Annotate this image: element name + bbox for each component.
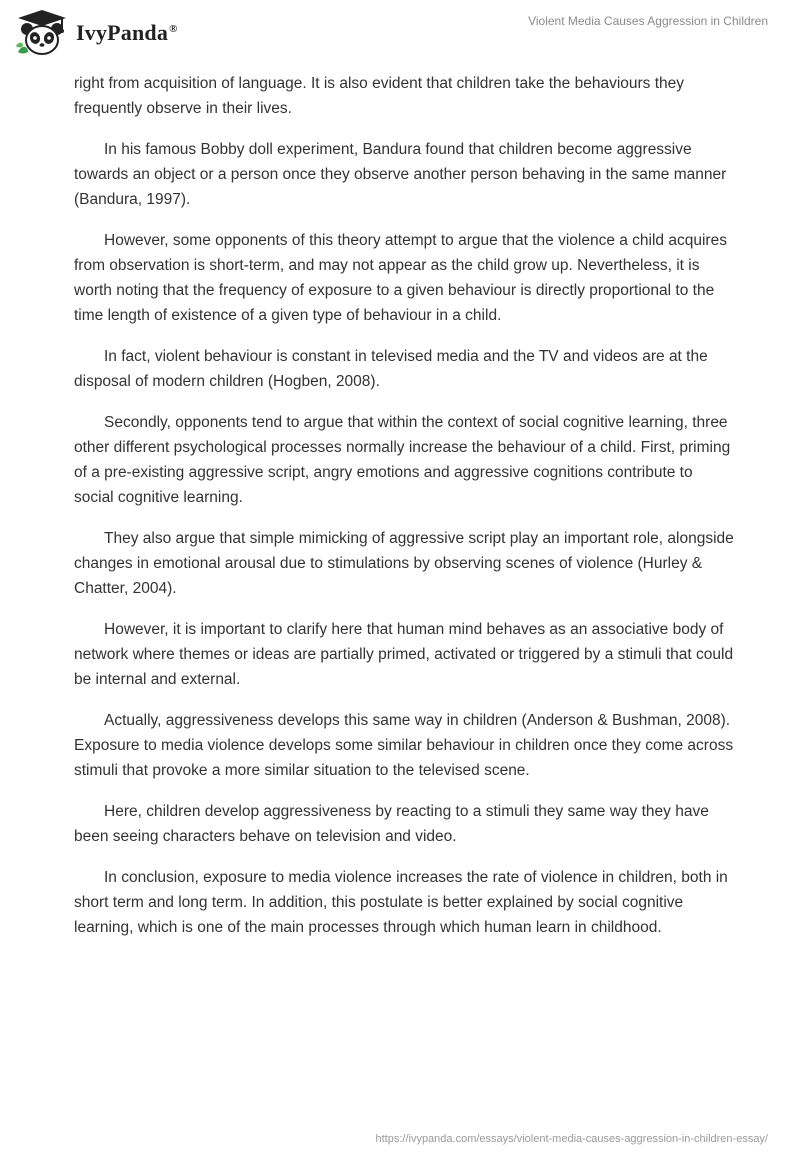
paragraph: They also argue that simple mimicking of aggressive script play an important role, alongside changes in emotional arousal due to stimulations by observing scenes of violence (Hurley & Chatter, 2004). xyxy=(74,530,734,597)
paragraph: However, it is important to clarify here that human mind behaves as an associative body of network where themes or ideas are partially primed, activated or triggered by a stimuli that could be internal and external. xyxy=(74,621,734,688)
paragraph: Secondly, opponents tend to argue that within the context of social cognitive learning, three other different psychological processes normally increase the behaviour of a child. First, priming of a pre-existing aggressive script, angry emotions and aggressive cognitions contribute to social cognitive learning. xyxy=(74,414,731,506)
ivypanda-logo[interactable] xyxy=(14,8,178,58)
paragraph: In fact, violent behaviour is constant in televised media and the TV and videos are at the disposal of modern children (Hogben, 2008). xyxy=(74,348,708,390)
paragraph: In conclusion, exposure to media violence increases the rate of violence in children, both in short term and long term. In addition, this postulate is better explained by social cognitive learning, which is one of the main processes through which human learn in childhood. xyxy=(74,869,728,936)
source-url-link[interactable]: https://ivypanda.com/essays/violent-media-causes-aggression-in-children-essay/ xyxy=(375,1133,768,1145)
paragraph: In his famous Bobby doll experiment, Bandura found that children become aggressive towards an object or a person once they observe another person behaving in the same manner (Bandura, 1997). xyxy=(74,141,727,208)
brand-name: IvyPanda® xyxy=(76,20,178,45)
page-header xyxy=(0,0,800,70)
document-title: Violent Media Causes Aggression in Children xyxy=(528,14,768,28)
paragraph: right from acquisition of language. It is also evident that children take the behaviours they frequently observe in their lives. xyxy=(74,75,685,117)
paragraph: However, some opponents of this theory attempt to argue that the violence a child acquires from observation is short-term, and may not appear as the child grow up. Nevertheless, it is worth noting that the frequency of exposure to a given behaviour is directly proportional to the time length of existence of a given type of behaviour in a child. xyxy=(74,232,727,324)
paragraph: Here, children develop aggressiveness by reacting to a stimuli they same way they have been seeing characters behave on television and video. xyxy=(74,803,709,845)
essay-body xyxy=(74,71,734,956)
paragraph: Actually, aggressiveness develops this same way in children (Anderson & Bushman, 2008). Exposure to media violence develops some similar behaviour in children once they come across stimuli that provoke a more similar situation to the televised scene. xyxy=(74,712,734,779)
panda-graduate-logo-icon xyxy=(14,8,70,58)
